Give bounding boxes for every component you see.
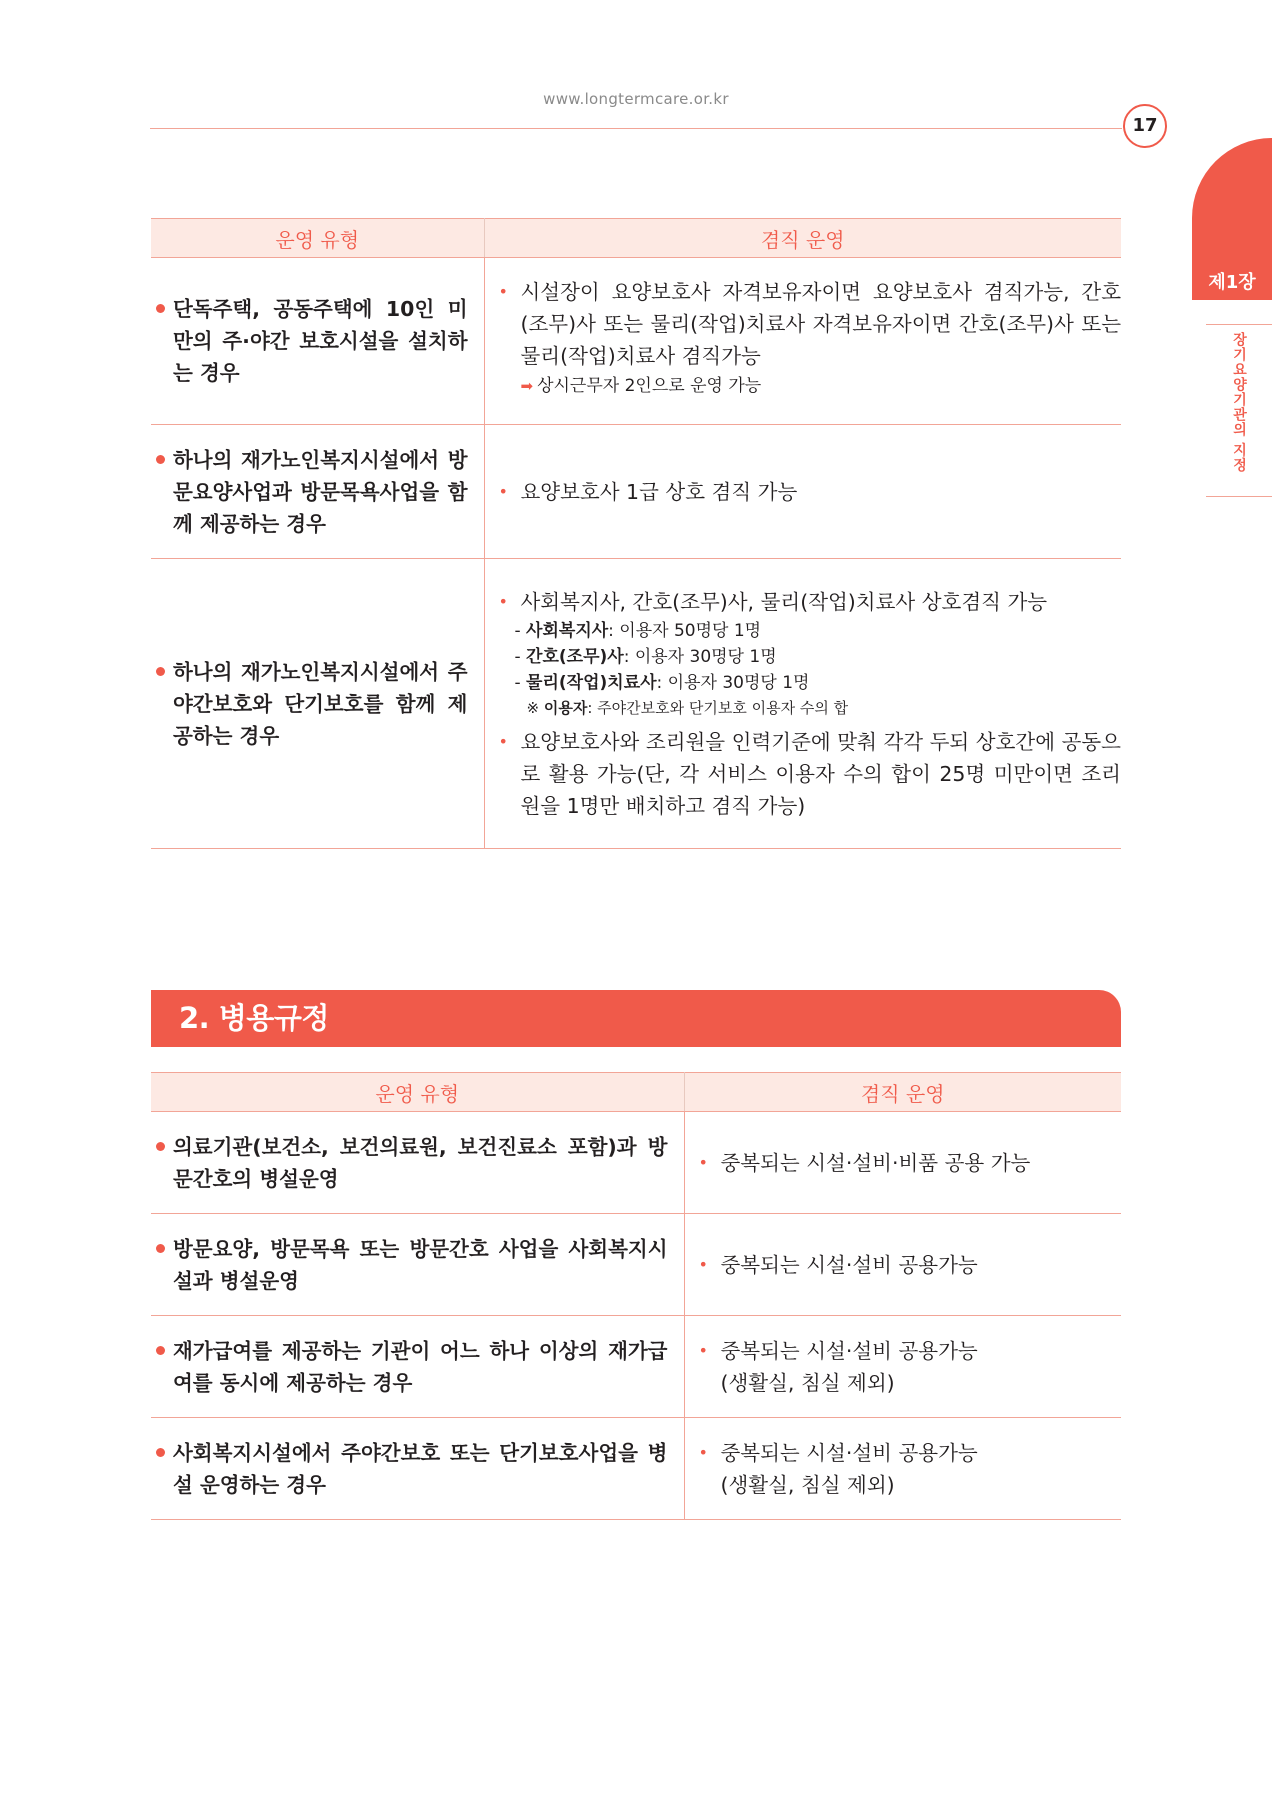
table-row bbox=[151, 1418, 1121, 1520]
bullet-icon: • bbox=[498, 481, 508, 501]
row-duty-exception: (생활실, 침실 제외) bbox=[720, 1472, 895, 1497]
table-row bbox=[151, 258, 1121, 425]
chapter-title-text: 장기요양기관의 지정 bbox=[1231, 332, 1247, 473]
arrow-note: 상시근무자 2인으로 운영 가능 bbox=[537, 376, 762, 396]
table-row bbox=[151, 1112, 1121, 1214]
page-number: 17 bbox=[1123, 104, 1167, 148]
bullet-icon bbox=[156, 304, 165, 313]
row-duty-text: 시설장이 요양보호사 자격보유자이면 요양보호사 겸직가능, 간호(조무)사 또는 물리(작업)치료사 자격보유자이면 간호(조무)사 또는 물리(작업)치료사 겸직가능 bbox=[520, 280, 1121, 368]
website-url: www.longtermcare.or.kr bbox=[543, 90, 729, 108]
row-duty-text: 중복되는 시설·설비·비품 공용 가능 bbox=[720, 1150, 1031, 1175]
row-duty-text: 사회복지사, 간호(조무)사, 물리(작업)치료사 상호겸직 가능 bbox=[520, 589, 1048, 614]
row-type-text: 하나의 재가노인복지시설에서 방문요양사업과 방문목욕사업을 함께 제공하는 경우 bbox=[173, 447, 468, 536]
concurrent-duty-table bbox=[151, 218, 1121, 849]
column-header-type: 운영 유형 bbox=[151, 219, 484, 258]
row-duty-text: 중복되는 시설·설비 공용가능 bbox=[720, 1338, 978, 1363]
row-type-text: 사회복지시설에서 주야간보호 또는 단기보호사업을 병설 운영하는 경우 bbox=[173, 1440, 668, 1497]
section-heading-bar bbox=[151, 990, 1121, 1047]
row-duty-text: 요양보호사 1급 상호 겸직 가능 bbox=[520, 479, 798, 504]
row-duty-text: 중복되는 시설·설비 공용가능 bbox=[720, 1440, 978, 1465]
bullet-icon: • bbox=[498, 731, 508, 751]
bullet-icon: • bbox=[498, 591, 508, 611]
bullet-icon: • bbox=[498, 282, 508, 301]
column-header-duty: 겸직 운영 bbox=[484, 219, 1121, 258]
row-type-text: 방문요양, 방문목욕 또는 방문간호 사업을 사회복지시설과 병설운영 bbox=[173, 1236, 668, 1293]
side-rule-bottom bbox=[1206, 496, 1272, 497]
table-header bbox=[151, 219, 1121, 258]
bullet-icon bbox=[156, 1346, 165, 1355]
row-type-text: 하나의 재가노인복지시설에서 주야간보호와 단기보호를 함께 제공하는 경우 bbox=[173, 659, 468, 748]
user-note: ※ 이용자: 주야간보호와 단기보호 이용자 수의 합 bbox=[526, 698, 849, 717]
bullet-icon: • bbox=[698, 1442, 708, 1462]
chapter-title bbox=[1206, 332, 1272, 492]
bullet-icon bbox=[156, 1448, 165, 1457]
bullet-icon: • bbox=[698, 1254, 708, 1274]
row-type-text: 의료기관(보건소, 보건의료원, 보건진료소 포함)과 방문간호의 병설운영 bbox=[173, 1134, 668, 1191]
table-row bbox=[151, 1316, 1121, 1418]
bullet-icon bbox=[156, 667, 165, 676]
table-row bbox=[151, 559, 1121, 849]
bullet-icon bbox=[156, 1244, 165, 1253]
section-title: 2. 병용규정 bbox=[179, 1001, 329, 1035]
bullet-icon: • bbox=[698, 1152, 708, 1172]
bullet-icon bbox=[156, 455, 165, 464]
joint-operation-table bbox=[151, 1072, 1121, 1520]
bullet-icon: • bbox=[698, 1340, 708, 1360]
row-duty-text: 중복되는 시설·설비 공용가능 bbox=[720, 1252, 978, 1277]
column-header-type: 운영 유형 bbox=[151, 1073, 684, 1112]
row-duty-text: 요양보호사와 조리원을 인력기준에 맞춰 각각 두되 상호간에 공동으로 활용 가능(단, 각 서비스 이용자 수의 합이 25명 미만이면 조리원을 1명만 배치하고 겸직 가능) bbox=[520, 729, 1121, 818]
bullet-icon bbox=[156, 1142, 165, 1151]
arrow-right-icon: ➡ bbox=[520, 377, 534, 395]
staff-ratio-item: - 물리(작업)치료사: 이용자 30명당 1명 bbox=[514, 672, 810, 693]
chapter-label: 제1장 bbox=[1208, 272, 1256, 293]
staff-ratio-item: - 간호(조무)사: 이용자 30명당 1명 bbox=[514, 646, 777, 667]
row-type-text: 단독주택, 공동주택에 10인 미만의 주·야간 보호시설을 설치하는 경우 bbox=[173, 297, 468, 385]
row-type-text: 재가급여를 제공하는 기관이 어느 하나 이상의 재가급여를 동시에 제공하는 경우 bbox=[173, 1338, 668, 1395]
column-header-duty: 겸직 운영 bbox=[684, 1073, 1121, 1112]
header-rule bbox=[150, 128, 1122, 129]
staff-ratio-item: - 사회복지사: 이용자 50명당 1명 bbox=[514, 620, 762, 641]
table-row bbox=[151, 425, 1121, 559]
row-duty-exception: (생활실, 침실 제외) bbox=[720, 1370, 895, 1395]
table-row bbox=[151, 1214, 1121, 1316]
table-header bbox=[151, 1073, 1121, 1112]
side-rule-top bbox=[1206, 324, 1272, 325]
